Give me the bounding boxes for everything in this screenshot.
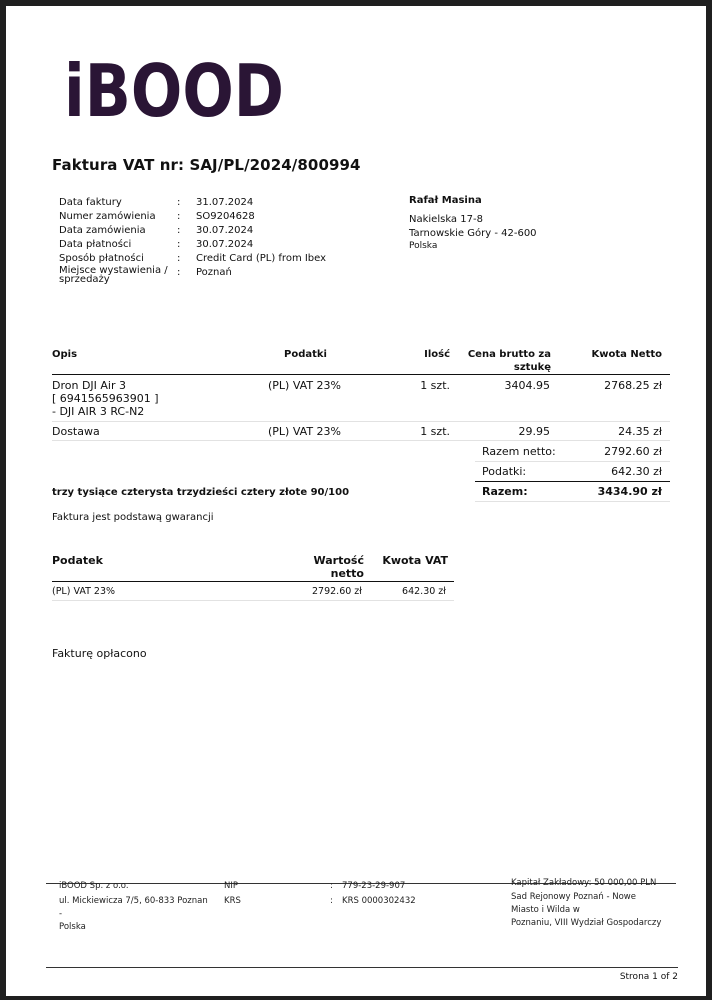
row-net: 24.35 zł <box>618 425 662 438</box>
page-number: Strona 1 of 2 <box>619 972 678 982</box>
row-qty: 1 szt. <box>420 379 450 392</box>
meta-value-invoice-date: 31.07.2024 <box>196 197 254 208</box>
tax-total-label: Podatki: <box>482 465 527 478</box>
grand-total-label: Razem: <box>482 485 528 498</box>
table-header-rule <box>52 374 670 375</box>
meta-colon: : <box>177 211 181 222</box>
footer-rule-bottom <box>46 967 678 968</box>
row-tax: (PL) VAT 23% <box>268 425 341 438</box>
footer-court-line3: Poznaniu, VIII Wydział Gospodarczy <box>511 918 662 928</box>
tax-total-value: 642.30 zł <box>611 465 662 478</box>
col-header-desc: Opis <box>52 349 78 360</box>
customer-name: Rafał Masina <box>409 195 482 206</box>
footer-country: Polska <box>59 922 86 932</box>
footer-nip-colon: : <box>330 881 333 891</box>
row-desc-line2: [ 6941565963901 ] <box>52 392 159 405</box>
footer-krs-label: KRS <box>224 896 241 906</box>
invoice-page <box>6 6 706 996</box>
row-price: 29.95 <box>518 425 550 438</box>
invoice-title: Faktura VAT nr: SAJ/PL/2024/800994 <box>52 156 361 174</box>
col-header-net: Kwota Netto <box>591 349 662 360</box>
meta-value-payment-date: 30.07.2024 <box>196 239 254 250</box>
row-tax: (PL) VAT 23% <box>268 379 341 392</box>
meta-label-place: Miejsce wystawienia / sprzedaży <box>59 265 168 285</box>
net-total-label: Razem netto: <box>482 445 556 458</box>
footer-court-line1: Sad Rejonowy Poznań - Nowe <box>511 892 636 902</box>
net-total-value: 2792.60 zł <box>604 445 662 458</box>
customer-country: Polska <box>409 241 438 251</box>
grand-total-value: 3434.90 zł <box>597 485 662 498</box>
row-qty: 1 szt. <box>420 425 450 438</box>
footer-court-line2: Miasto i Wilda w <box>511 905 580 915</box>
tax-col-header-tax: Podatek <box>52 554 103 567</box>
meta-colon: : <box>177 239 181 250</box>
meta-value-order-date: 30.07.2024 <box>196 225 254 236</box>
warranty-note: Faktura jest podstawą gwarancji <box>52 512 214 523</box>
paid-note: Fakturę opłacono <box>52 647 147 660</box>
tax-row-vat: 642.30 zł <box>402 586 446 597</box>
row-price: 3404.95 <box>504 379 550 392</box>
tax-row-tax: (PL) VAT 23% <box>52 586 116 597</box>
footer-nip-value: 779-23-29-907 <box>342 881 406 891</box>
footer-dash: - <box>59 909 63 919</box>
tax-col-header-vat: Kwota VAT <box>382 554 448 567</box>
tax-row-net: 2792.60 zł <box>312 586 362 597</box>
totals-divider <box>475 461 670 462</box>
logo-text: iBOOD <box>64 49 284 133</box>
row-desc-line1: Dron DJI Air 3 <box>52 379 127 392</box>
meta-value-payment-method: Credit Card (PL) from Ibex <box>196 253 327 264</box>
row-divider <box>52 421 670 422</box>
footer-company: iBOOD Sp. z o.o. <box>59 881 129 891</box>
meta-value-place: Poznań <box>196 267 232 278</box>
col-header-tax: Podatki <box>284 349 327 360</box>
tax-col-header-net: Wartość netto <box>313 554 364 580</box>
footer-capital: Kapitał Zakładowy: 50 000,00 PLN <box>511 878 657 888</box>
footer-krs-value: KRS 0000302432 <box>342 896 416 906</box>
row-desc-line3: - DJI AIR 3 RC-N2 <box>52 405 145 418</box>
meta-label-order-number: Numer zamówienia <box>59 211 156 222</box>
customer-street: Nakielska 17-8 <box>409 214 483 225</box>
col-header-price: Cena brutto za sztukę <box>467 349 551 373</box>
customer-city: Tarnowskie Góry - 42-600 <box>409 228 537 239</box>
meta-colon: : <box>177 197 181 208</box>
meta-colon: : <box>177 253 181 264</box>
totals-divider <box>475 501 670 502</box>
meta-label-order-date: Data zamówienia <box>59 225 146 236</box>
totals-rule <box>475 481 670 482</box>
meta-colon: : <box>177 225 181 236</box>
footer-address: ul. Mickiewicza 7/5, 60-833 Poznan <box>59 896 208 906</box>
row-net: 2768.25 zł <box>604 379 662 392</box>
footer-krs-colon: : <box>330 896 333 906</box>
meta-colon: : <box>177 267 181 278</box>
row-desc-line1: Dostawa <box>52 425 100 438</box>
meta-label-invoice-date: Data faktury <box>59 197 122 208</box>
tax-row-divider <box>52 600 454 601</box>
footer-nip-label: NIP <box>224 881 238 891</box>
tax-table-header-rule <box>52 581 454 582</box>
meta-value-order-number: SO9204628 <box>196 211 255 222</box>
row-divider <box>52 440 670 441</box>
amount-in-words: trzy tysiące czterysta trzydzieści cztery złote 90/100 <box>52 487 350 498</box>
meta-label-payment-date: Data płatności <box>59 239 132 250</box>
col-header-qty: Ilość <box>424 349 450 360</box>
meta-label-payment-method: Sposób płatności <box>59 253 144 264</box>
ibood-logo <box>64 49 288 133</box>
